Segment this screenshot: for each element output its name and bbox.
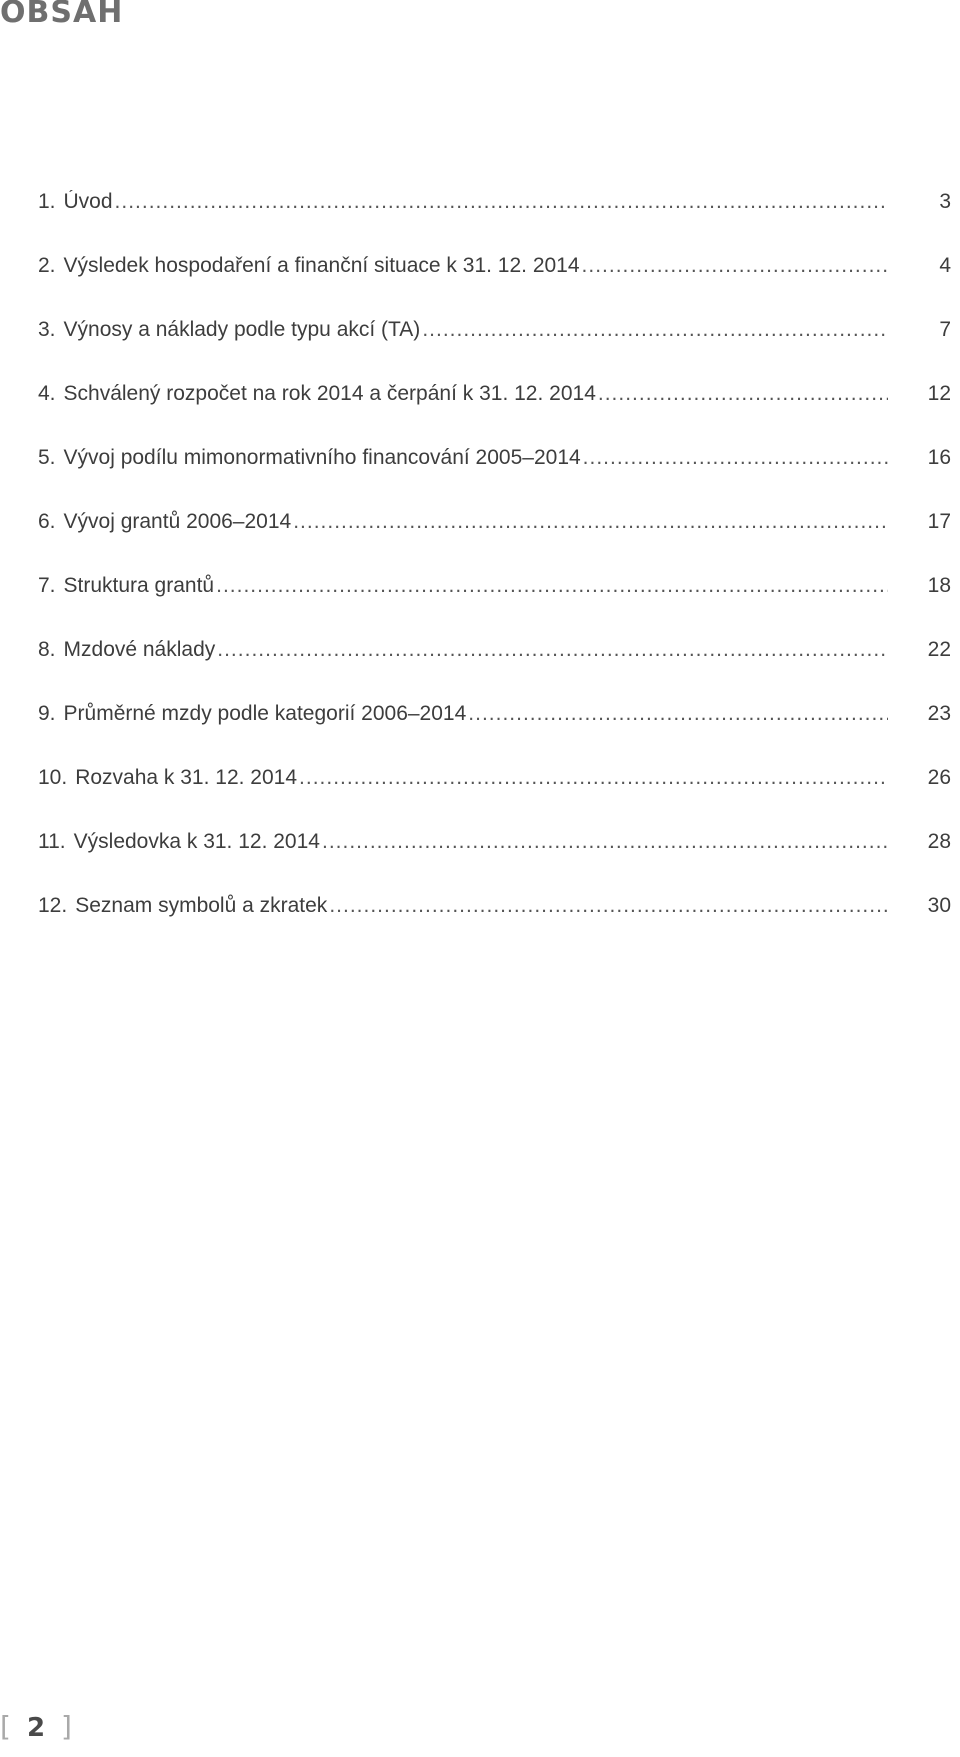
toc-entry-page: 12 bbox=[927, 382, 951, 405]
table-of-contents bbox=[38, 190, 953, 958]
toc-entry-text bbox=[38, 254, 888, 278]
page-number bbox=[0, 1710, 72, 1743]
toc-entry-text bbox=[38, 766, 888, 790]
toc-entry-page: 26 bbox=[927, 766, 951, 789]
toc-entry-text bbox=[38, 894, 888, 918]
toc-entry-page: 23 bbox=[927, 702, 951, 725]
toc-entry-text bbox=[38, 574, 888, 598]
toc-entry-text bbox=[38, 446, 888, 470]
toc-entry[interactable] bbox=[38, 830, 953, 894]
page-number-close-bracket: ] bbox=[61, 1710, 72, 1743]
toc-entry-number: 9. bbox=[38, 702, 56, 725]
toc-entry-title: Vývoj grantů 2006–2014 bbox=[63, 510, 292, 533]
toc-entry[interactable] bbox=[38, 894, 953, 958]
toc-entry-page: 30 bbox=[927, 894, 951, 917]
toc-entry-number: 12. bbox=[38, 894, 68, 917]
toc-entry-page: 4 bbox=[939, 254, 951, 277]
toc-entry-text bbox=[38, 318, 888, 342]
toc-entry[interactable] bbox=[38, 702, 953, 766]
toc-entry[interactable] bbox=[38, 510, 953, 574]
toc-entry[interactable] bbox=[38, 638, 953, 702]
toc-entry-text bbox=[38, 638, 888, 662]
toc-entry-number: 2. bbox=[38, 254, 56, 277]
toc-dot-leader bbox=[466, 702, 888, 726]
toc-entry-text bbox=[38, 190, 888, 214]
toc-dot-leader bbox=[596, 382, 888, 406]
toc-entry[interactable] bbox=[38, 382, 953, 446]
toc-entry-title: Výsledovka k 31. 12. 2014 bbox=[73, 830, 320, 853]
toc-entry-title: Seznam symbolů a zkratek bbox=[75, 894, 328, 917]
toc-entry-number: 11. bbox=[38, 830, 66, 853]
toc-dot-leader bbox=[327, 894, 888, 918]
toc-entry-page: 7 bbox=[939, 318, 951, 341]
toc-entry-number: 4. bbox=[38, 382, 56, 405]
toc-entry[interactable] bbox=[38, 254, 953, 318]
toc-entry-page: 16 bbox=[927, 446, 951, 469]
toc-entry-title: Výsledek hospodaření a finanční situace k 31. 12. 2014 bbox=[63, 254, 580, 277]
toc-entry-page: 3 bbox=[939, 190, 951, 213]
toc-dot-leader bbox=[214, 574, 888, 598]
toc-entry-title: Struktura grantů bbox=[63, 574, 215, 597]
toc-dot-leader bbox=[215, 638, 888, 662]
toc-entry-number: 5. bbox=[38, 446, 56, 469]
toc-entry[interactable] bbox=[38, 190, 953, 254]
toc-entry-title: Výnosy a náklady podle typu akcí (TA) bbox=[63, 318, 421, 341]
toc-entry-text bbox=[38, 830, 888, 854]
page-title: OBSAH bbox=[0, 0, 124, 30]
toc-entry-number: 8. bbox=[38, 638, 56, 661]
toc-entry-title: Rozvaha k 31. 12. 2014 bbox=[75, 766, 298, 789]
toc-entry-title: Úvod bbox=[63, 190, 113, 213]
toc-dot-leader bbox=[113, 190, 888, 214]
toc-dot-leader bbox=[297, 766, 888, 790]
toc-dot-leader bbox=[320, 830, 888, 854]
toc-entry-number: 6. bbox=[38, 510, 56, 533]
toc-entry-page: 17 bbox=[927, 510, 951, 533]
toc-entry[interactable] bbox=[38, 318, 953, 382]
toc-entry-title: Schválený rozpočet na rok 2014 a čerpání k 31. 12. 2014 bbox=[63, 382, 596, 405]
toc-dot-leader bbox=[420, 318, 888, 342]
toc-entry-number: 1. bbox=[38, 190, 56, 213]
toc-dot-leader bbox=[291, 510, 888, 534]
toc-entry-text bbox=[38, 510, 888, 534]
toc-entry-number: 10. bbox=[38, 766, 68, 789]
toc-entry-page: 22 bbox=[927, 638, 951, 661]
toc-dot-leader bbox=[581, 446, 888, 470]
toc-entry-title: Průměrné mzdy podle kategorií 2006–2014 bbox=[63, 702, 467, 725]
toc-entry[interactable] bbox=[38, 446, 953, 510]
toc-entry-page: 28 bbox=[927, 830, 951, 853]
toc-entry[interactable] bbox=[38, 766, 953, 830]
toc-entry-title: Mzdové náklady bbox=[63, 638, 216, 661]
page-number-value: 2 bbox=[26, 1713, 46, 1743]
toc-entry-text bbox=[38, 702, 888, 726]
toc-entry-title: Vývoj podílu mimonormativního financování 2005–2014 bbox=[63, 446, 581, 469]
toc-entry-number: 7. bbox=[38, 574, 56, 597]
page-number-open-bracket: [ bbox=[0, 1710, 11, 1743]
toc-entry[interactable] bbox=[38, 574, 953, 638]
toc-entry-page: 18 bbox=[927, 574, 951, 597]
toc-entry-text bbox=[38, 382, 888, 406]
toc-dot-leader bbox=[580, 254, 888, 278]
toc-entry-number: 3. bbox=[38, 318, 56, 341]
